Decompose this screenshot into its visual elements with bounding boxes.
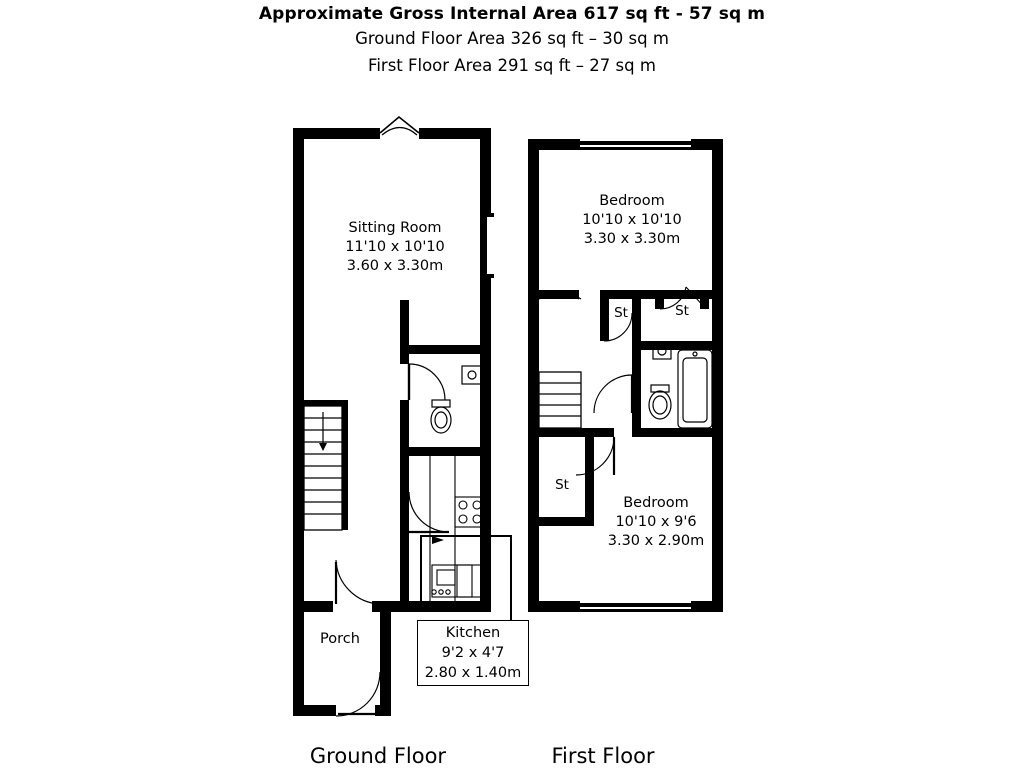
label-porch [300, 630, 380, 649]
label-kitchen-box [417, 620, 529, 686]
first-bathroom-wall-bottom [632, 428, 723, 437]
label-storage-2 [662, 302, 702, 321]
ground-wc-wall-bottom [400, 447, 491, 456]
ground-hall-wall-vertical [400, 456, 409, 601]
first-bathroom-wall-left [632, 341, 641, 436]
ground-porch-wall-right [380, 612, 391, 716]
kitchen-leader-vertical [510, 535, 512, 623]
page-title: Approximate Gross Internal Area 617 sq ft - 57 sq m [258, 4, 766, 24]
storage-1-name: St [614, 305, 628, 321]
ground-hall-wall-stub [400, 300, 409, 346]
bedroom-1-metric: 3.30 x 3.30m [583, 231, 681, 247]
ground-porch-wall-left [293, 601, 304, 716]
ground-wc-wall-left [400, 345, 409, 364]
bedroom-1-imperial: 10'10 x 10'10 [582, 212, 682, 228]
first-wall-bottom-left [528, 601, 580, 612]
kitchen-metric: 2.80 x 1.40m [424, 665, 522, 681]
ground-wall-right-window [480, 215, 487, 278]
ground-wall-bottom-main [372, 601, 491, 612]
ground-wc-wall-top [400, 345, 491, 354]
first-wall-top-window [580, 141, 691, 145]
ground-porch-wall-bottom [293, 705, 336, 716]
ground-stair-wall-right [342, 400, 348, 530]
label-sitting-room [320, 219, 470, 276]
bedroom-1-name: Bedroom [599, 193, 665, 209]
ground-wall-right-window-cap-top [480, 213, 494, 217]
caption-ground-floor: Ground Floor [309, 744, 447, 768]
first-wall-bedroom1-divider [539, 290, 579, 299]
first-wall-top-window-inner [580, 147, 691, 150]
storage-3-name: St [555, 477, 569, 493]
sitting-room-metric: 3.60 x 3.30m [346, 258, 444, 274]
label-bedroom-2 [581, 494, 731, 551]
kitchen-imperial: 9'2 x 4'7 [441, 645, 505, 661]
first-bathroom-wall-top [641, 341, 723, 350]
first-wall-bottom-window [580, 603, 691, 607]
kitchen-leader-down [420, 535, 422, 603]
first-wall-left [528, 139, 539, 612]
label-storage-3 [540, 476, 584, 495]
ground-wall-top-left [293, 128, 380, 139]
kitchen-leader-horizontal [420, 535, 512, 537]
bedroom-2-imperial: 10'10 x 9'6 [615, 514, 697, 530]
storage-2-name: St [675, 303, 689, 319]
sitting-room-name: Sitting Room [348, 220, 442, 236]
sitting-room-imperial: 11'10 x 10'10 [345, 239, 445, 255]
first-wall-bottom-right [691, 601, 723, 612]
porch-name: Porch [320, 631, 360, 647]
first-wall-bottom-window-inner [580, 609, 691, 612]
first-wall-bedroom2-divider [539, 428, 614, 437]
caption-first-floor: First Floor [551, 744, 655, 768]
ground-wall-right-upper [480, 128, 491, 215]
label-storage-1 [601, 304, 641, 323]
ground-wall-right-lower [480, 276, 491, 611]
first-floor-area-text: First Floor Area 291 sq ft – 27 sq m [368, 56, 656, 75]
ground-floor-area-text: Ground Floor Area 326 sq ft – 30 sq m [355, 29, 669, 48]
bedroom-2-name: Bedroom [623, 495, 689, 511]
first-wall-top-left [528, 139, 580, 150]
label-bedroom-1 [557, 192, 707, 249]
kitchen-name: Kitchen [445, 625, 501, 641]
bedroom-2-metric: 3.30 x 2.90m [607, 533, 705, 549]
